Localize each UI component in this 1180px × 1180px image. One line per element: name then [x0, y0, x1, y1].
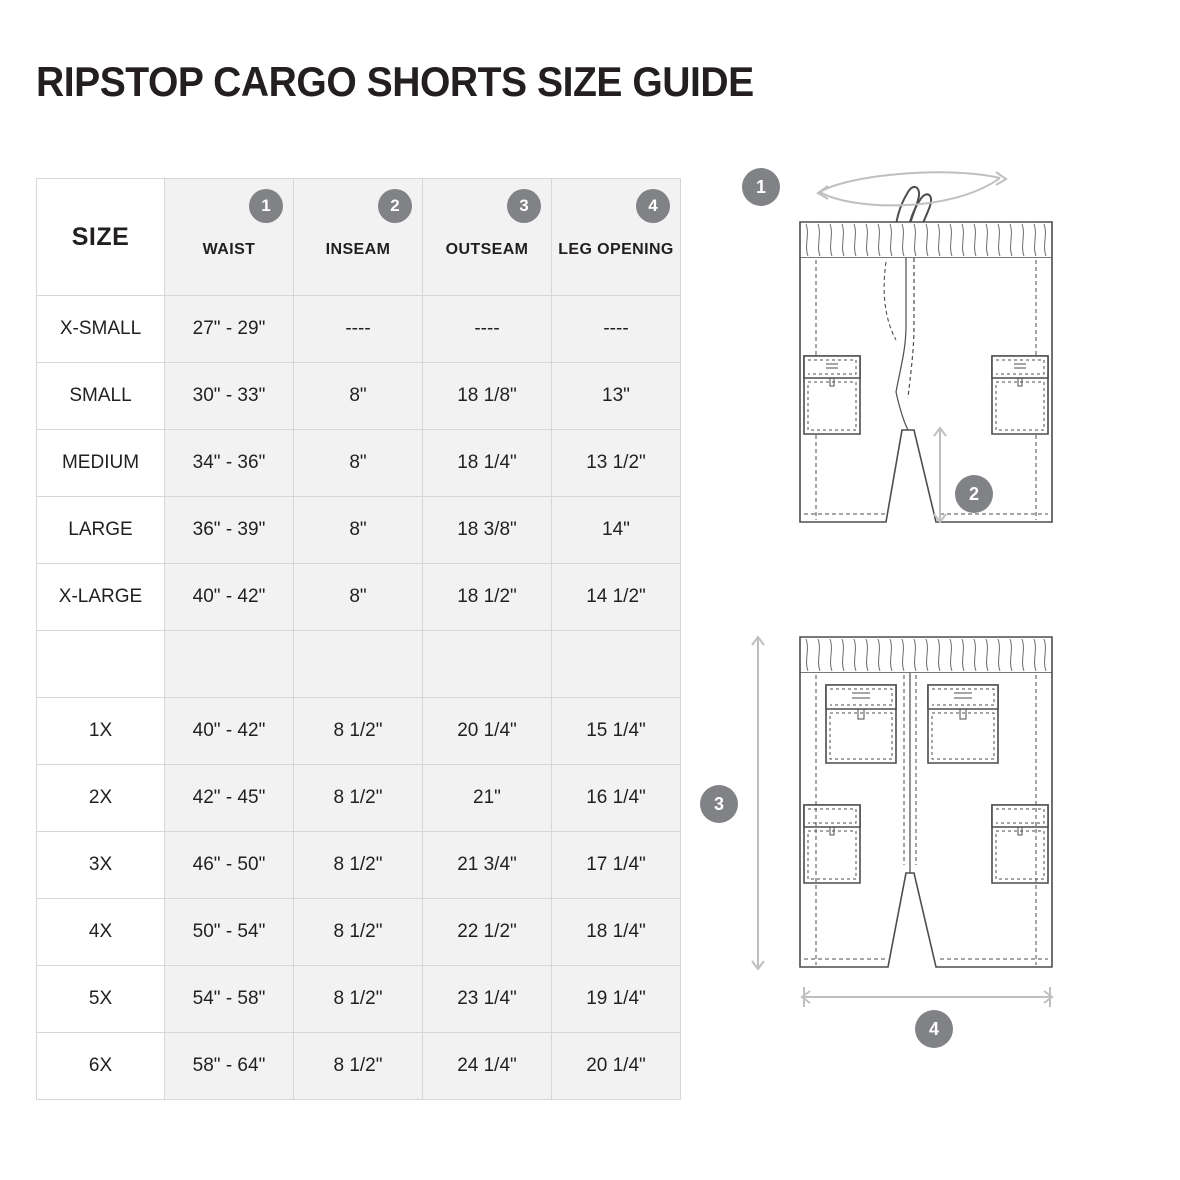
size-table — [36, 178, 681, 1100]
callout-1: 1 — [742, 168, 780, 206]
callout-4: 4 — [915, 1010, 953, 1048]
table-row — [37, 497, 681, 564]
cell-leg-opening: ---- — [552, 296, 681, 363]
table-row — [37, 363, 681, 430]
cell-size: 2X — [37, 765, 165, 832]
cell-size: 3X — [37, 832, 165, 899]
callout-3: 3 — [700, 785, 738, 823]
table-row — [37, 832, 681, 899]
cell-inseam: 8 1/2" — [294, 899, 423, 966]
cell-leg-opening: 15 1/4" — [552, 698, 681, 765]
cell-inseam: 8 1/2" — [294, 765, 423, 832]
table-row — [37, 1033, 681, 1100]
table-header-row — [37, 179, 681, 296]
cell-leg-opening: 16 1/4" — [552, 765, 681, 832]
cell-size: LARGE — [37, 497, 165, 564]
cell-outseam: 24 1/4" — [423, 1033, 552, 1100]
size-table-container — [36, 178, 680, 1100]
header-label-leg-opening: LEG OPENING — [558, 241, 674, 258]
callout-badge-3: 3 — [507, 189, 541, 223]
callout-badge-2: 2 — [378, 189, 412, 223]
cell-waist: 46" - 50" — [165, 832, 294, 899]
cell-size: X-LARGE — [37, 564, 165, 631]
header-cell-waist — [165, 179, 294, 296]
header-cell-leg-opening — [552, 179, 681, 296]
cell-leg-opening: 13 1/2" — [552, 430, 681, 497]
header-label-inseam: INSEAM — [325, 241, 391, 258]
table-row — [37, 296, 681, 363]
cell-outseam: 18 1/8" — [423, 363, 552, 430]
cell-leg-opening: 13" — [552, 363, 681, 430]
cell-size: 6X — [37, 1033, 165, 1100]
cell-inseam: 8 1/2" — [294, 966, 423, 1033]
cell-waist: 30" - 33" — [165, 363, 294, 430]
callout-2: 2 — [955, 475, 993, 513]
header-cell-outseam — [423, 179, 552, 296]
cell-waist: 27" - 29" — [165, 296, 294, 363]
cell-waist: 54" - 58" — [165, 966, 294, 1033]
cell-outseam: ---- — [423, 296, 552, 363]
cell-waist: 58" - 64" — [165, 1033, 294, 1100]
cell-outseam: 21" — [423, 765, 552, 832]
cell-inseam: 8" — [294, 564, 423, 631]
cell-leg-opening: 14 1/2" — [552, 564, 681, 631]
header-label-size: SIZE — [71, 222, 130, 251]
cell-inseam: 8" — [294, 363, 423, 430]
cell-leg-opening: 17 1/4" — [552, 832, 681, 899]
callout-badge-4: 4 — [636, 189, 670, 223]
cell-size — [37, 631, 165, 698]
cell-waist: 50" - 54" — [165, 899, 294, 966]
cell-leg-opening: 20 1/4" — [552, 1033, 681, 1100]
header-label-outseam: OUTSEAM — [445, 241, 529, 258]
page-title: RIPSTOP CARGO SHORTS SIZE GUIDE — [36, 58, 754, 105]
cell-size: 4X — [37, 899, 165, 966]
table-row — [37, 966, 681, 1033]
cell-inseam: 8 1/2" — [294, 1033, 423, 1100]
table-spacer-row — [37, 631, 681, 698]
cell-waist: 40" - 42" — [165, 698, 294, 765]
header-label-waist: WAIST — [202, 241, 256, 258]
table-row — [37, 564, 681, 631]
cell-inseam: 8 1/2" — [294, 832, 423, 899]
cell-leg-opening: 18 1/4" — [552, 899, 681, 966]
cell-outseam: 18 3/8" — [423, 497, 552, 564]
cell-size: MEDIUM — [37, 430, 165, 497]
cell-leg-opening: 14" — [552, 497, 681, 564]
table-row — [37, 430, 681, 497]
cell-inseam — [294, 631, 423, 698]
cell-size: SMALL — [37, 363, 165, 430]
header-cell-inseam — [294, 179, 423, 296]
cell-inseam: ---- — [294, 296, 423, 363]
callout-badge-1: 1 — [249, 189, 283, 223]
cell-inseam: 8" — [294, 497, 423, 564]
cell-inseam: 8" — [294, 430, 423, 497]
cell-waist: 34" - 36" — [165, 430, 294, 497]
cell-waist: 36" - 39" — [165, 497, 294, 564]
cell-outseam: 22 1/2" — [423, 899, 552, 966]
table-row — [37, 765, 681, 832]
cell-size: 1X — [37, 698, 165, 765]
cell-outseam: 21 3/4" — [423, 832, 552, 899]
cell-inseam: 8 1/2" — [294, 698, 423, 765]
cell-outseam: 18 1/2" — [423, 564, 552, 631]
cell-outseam: 20 1/4" — [423, 698, 552, 765]
cell-outseam — [423, 631, 552, 698]
table-row — [37, 698, 681, 765]
cell-size: 5X — [37, 966, 165, 1033]
cell-waist — [165, 631, 294, 698]
header-cell-size — [37, 179, 165, 296]
cell-outseam: 18 1/4" — [423, 430, 552, 497]
cell-waist: 42" - 45" — [165, 765, 294, 832]
illustration-panel — [700, 130, 1150, 1070]
cell-size: X-SMALL — [37, 296, 165, 363]
cell-leg-opening — [552, 631, 681, 698]
cargo-shorts-back-view — [700, 615, 1150, 1035]
cell-outseam: 23 1/4" — [423, 966, 552, 1033]
cell-waist: 40" - 42" — [165, 564, 294, 631]
table-row — [37, 899, 681, 966]
cell-leg-opening: 19 1/4" — [552, 966, 681, 1033]
